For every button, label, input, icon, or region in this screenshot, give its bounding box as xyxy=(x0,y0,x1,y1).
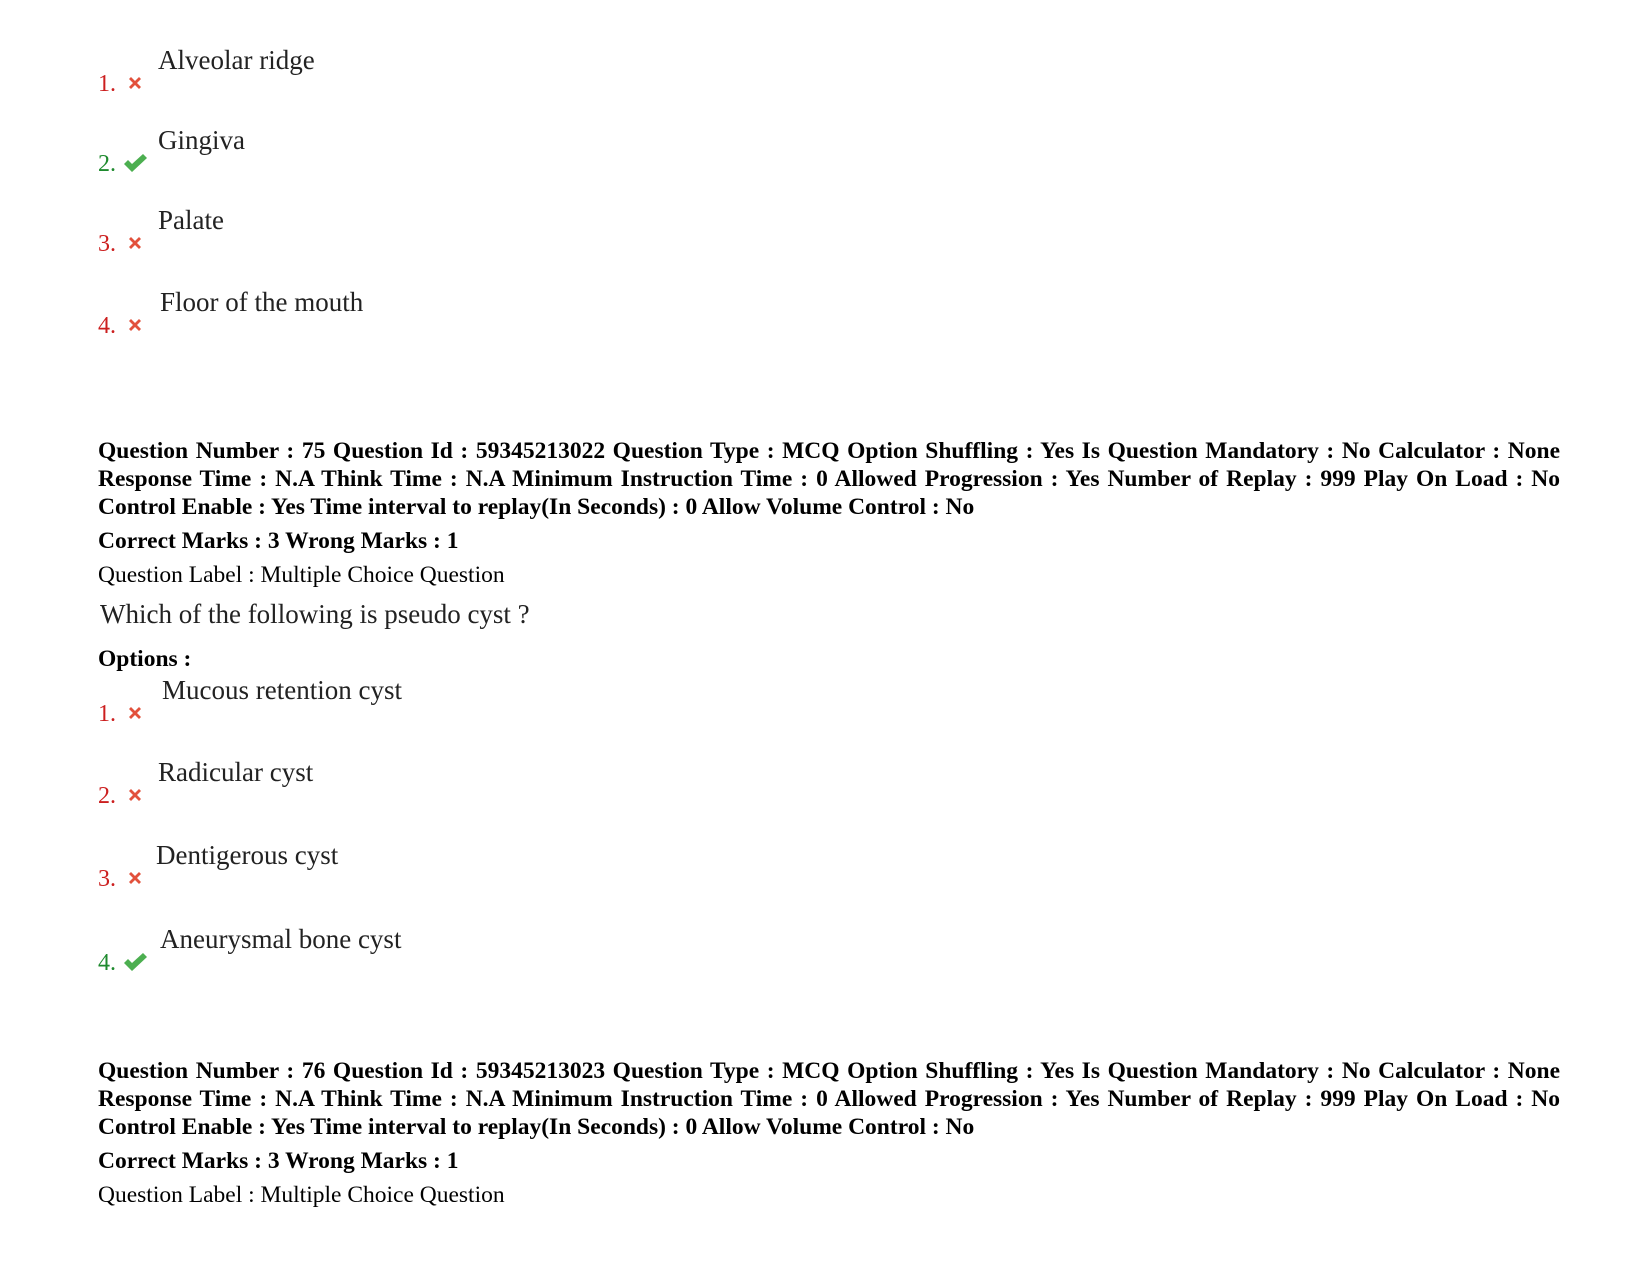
option-text: Gingiva xyxy=(158,125,245,155)
prev-option-1 xyxy=(98,45,998,97)
q75-option-1 xyxy=(98,675,998,727)
option-text: Aneurysmal bone cyst xyxy=(160,924,402,954)
prev-option-3 xyxy=(98,205,998,257)
cross-icon xyxy=(126,234,144,252)
prev-option-4 xyxy=(98,287,998,339)
option-number: 3. xyxy=(98,231,116,257)
question-75-options-heading: Options : xyxy=(98,646,192,672)
option-text: Dentigerous cyst xyxy=(156,840,339,870)
question-76-meta: Question Number : 76 Question Id : 59345213023 Question Type : MCQ Option Shuffling : Yes Is Question Mandatory : No Calculator : None Response Time : N.A Think Time : N.A Minimum Instruction Time : 0 Allowed Progression : Yes Number of Replay : 999 Play On Load : No Control Enable : Yes Time interval to replay(In Seconds) : 0 Allow Volume Control : No xyxy=(98,1058,1560,1140)
option-number: 1. xyxy=(98,701,116,727)
check-icon xyxy=(122,951,148,973)
question-76-marks: Correct Marks : 3 Wrong Marks : 1 xyxy=(98,1148,459,1174)
option-number: 4. xyxy=(98,313,116,339)
q75-option-2 xyxy=(98,757,998,809)
option-number: 2. xyxy=(98,151,116,177)
option-text: Radicular cyst xyxy=(158,757,314,787)
cross-icon xyxy=(126,74,144,92)
cross-icon xyxy=(126,869,144,887)
option-number: 2. xyxy=(98,783,116,809)
question-75-text: Which of the following is pseudo cyst ? xyxy=(100,599,530,629)
q75-option-3 xyxy=(98,840,998,892)
q75-option-4 xyxy=(98,924,998,976)
option-number: 3. xyxy=(98,866,116,892)
option-text: Palate xyxy=(158,205,224,235)
question-75-label: Question Label : Multiple Choice Question xyxy=(98,562,505,588)
option-number: 1. xyxy=(98,71,116,97)
cross-icon xyxy=(126,786,144,804)
prev-option-2 xyxy=(98,125,998,177)
option-number: 4. xyxy=(98,950,116,976)
question-75-marks: Correct Marks : 3 Wrong Marks : 1 xyxy=(98,528,459,554)
option-text: Floor of the mouth xyxy=(160,287,364,317)
cross-icon xyxy=(126,316,144,334)
cross-icon xyxy=(126,704,144,722)
question-75-meta: Question Number : 75 Question Id : 59345213022 Question Type : MCQ Option Shuffling : Yes Is Question Mandatory : No Calculator : None Response Time : N.A Think Time : N.A Minimum Instruction Time : 0 Allowed Progression : Yes Number of Replay : 999 Play On Load : No Control Enable : Yes Time interval to replay(In Seconds) : 0 Allow Volume Control : No xyxy=(98,438,1560,520)
option-text: Alveolar ridge xyxy=(158,45,315,75)
check-icon xyxy=(122,152,148,174)
option-text: Mucous retention cyst xyxy=(162,675,402,705)
question-76-label: Question Label : Multiple Choice Question xyxy=(98,1182,505,1208)
